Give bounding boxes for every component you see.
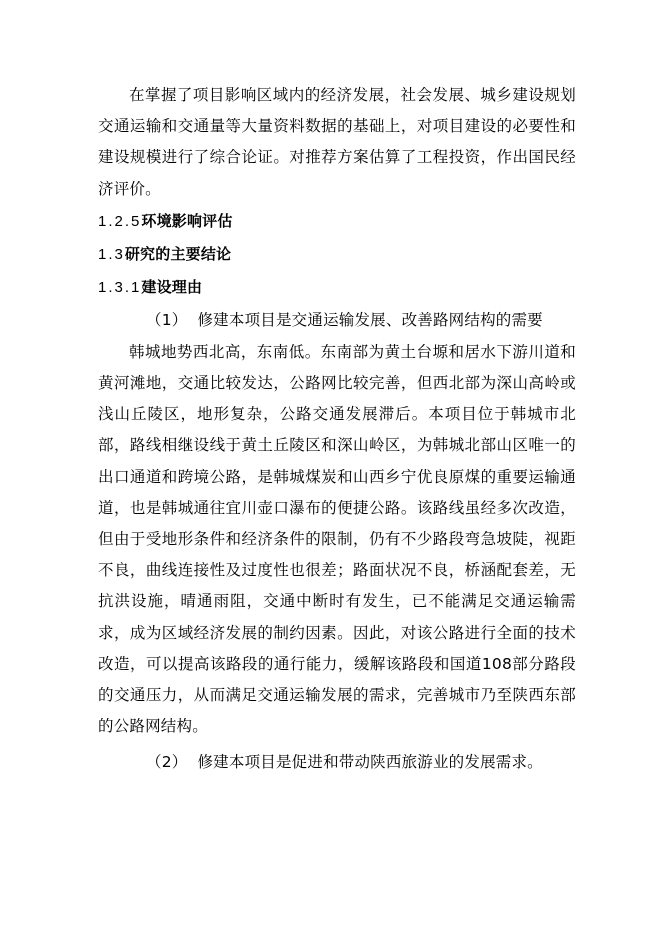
- heading-number: 1.3: [98, 245, 125, 263]
- heading-1-2-5: [98, 205, 576, 238]
- intro-paragraph: 在掌握了项目影响区域内的经济发展，社会发展、城乡建设规划交通运输和交通量等大量资料数据的基础上，对项目建设的必要性和建设规模进行了综合论证。对推荐方案估算了工程投资，作出国民经济评价。: [98, 86, 576, 198]
- list-item-text: 修建本项目是促进和带动陕西旅游业的发展需求。: [197, 753, 543, 772]
- heading-1-3: [98, 238, 576, 271]
- body-paragraph: 韩城地势西北高，东南低。东南部为黄土台塬和居水下游川道和黄河滩地，交通比较发达，公路网比较完善，但西北部为深山高岭或浅山丘陵区，地形复杂，公路交通发展滞后。本项目位于韩城市北部，路线相继设线于黄土丘陵区和深山岭区，为韩城北部山区唯一的出口通道和跨境公路，是韩城煤炭和山西乡宁优良原煤的重要运输通道，也是韩城通往宜川壶口瀑布的便捷公路。该路线虽经多次改造，但由于受地形条件和经济条件的限制，仍有不少路段弯急坡陡，视距不良，曲线连接性及过度性也很差；路面状况不良，桥涵配套差，无抗洪设施，晴通雨阻，交通中断时有发生，已不能满足交通运输需求，成为区域经济发展的制约因素。因此，对该公路进行全面的技术改造，可以提高该路段的通行能力，缓解该路段和国道108部分路段的交通压力，从而满足交通运输发展的需求，完善城市乃至陕西东部的公路网结构。: [98, 342, 576, 736]
- list-marker: （1）: [146, 310, 188, 329]
- list-marker: （2）: [146, 753, 188, 772]
- heading-text: 建设理由: [141, 277, 203, 296]
- list-item-2: [98, 746, 576, 779]
- heading-text: 环境影响评估: [141, 211, 233, 230]
- list-item-1: [98, 304, 576, 337]
- heading-text: 研究的主要结论: [124, 244, 232, 263]
- heading-1-3-1: [98, 271, 576, 304]
- heading-number: 1.3.1: [98, 278, 142, 296]
- list-item-text: 修建本项目是交通运输发展、改善路网结构的需要: [197, 310, 543, 329]
- heading-number: 1.2.5: [98, 212, 142, 230]
